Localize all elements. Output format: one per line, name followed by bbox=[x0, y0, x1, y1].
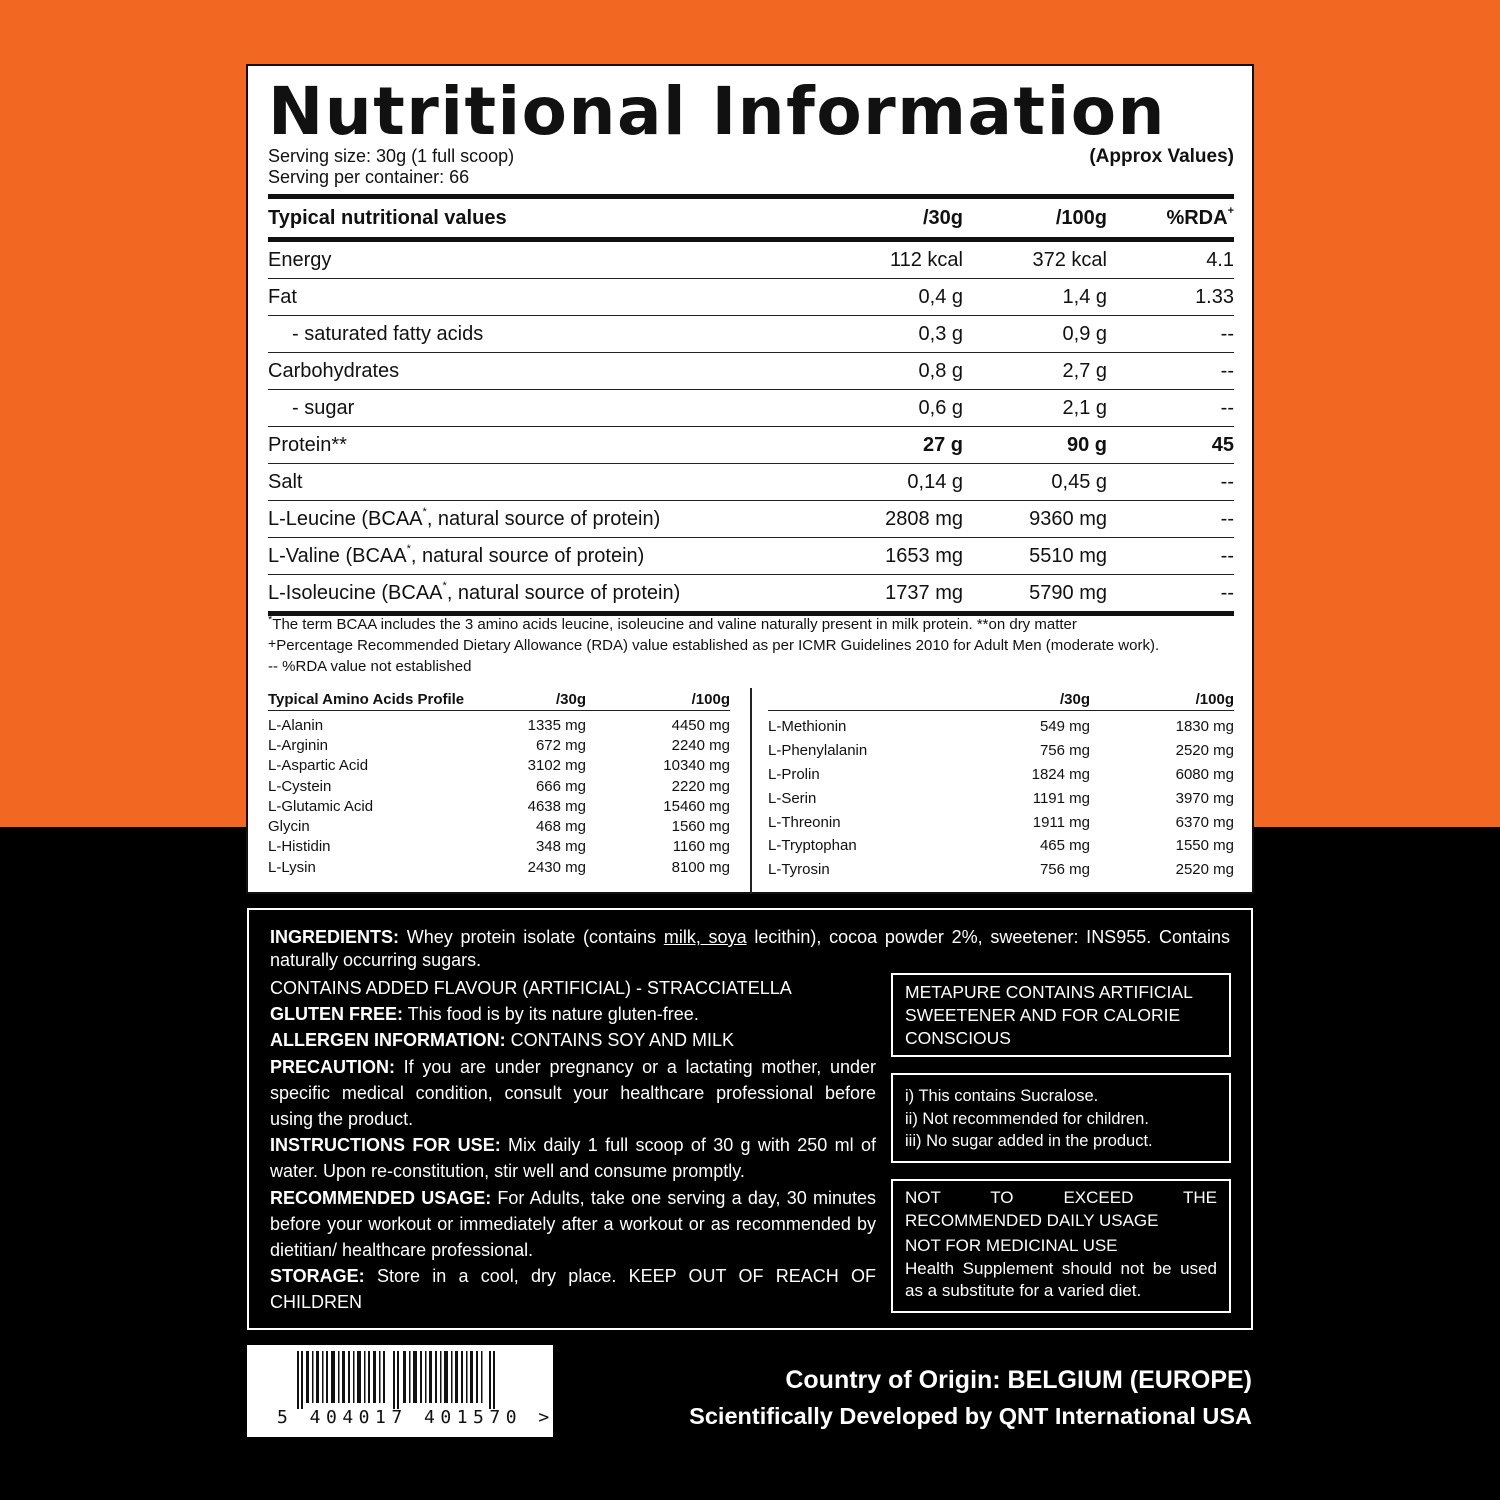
amino-header-per30: /30g bbox=[555, 690, 586, 708]
table-row bbox=[268, 575, 1234, 611]
table-row bbox=[268, 538, 1234, 575]
amino-row: L-Lysin 2430 mg 8100 mg bbox=[268, 858, 730, 876]
row-rda: -- bbox=[1220, 470, 1234, 493]
approx-values: (Approx Values) bbox=[1089, 146, 1234, 167]
serving-size: Serving size: 30g (1 full scoop) bbox=[268, 146, 515, 166]
amino-table-right bbox=[768, 688, 1234, 882]
row-rda: 45 bbox=[1211, 433, 1234, 456]
row-per30: 2808 mg bbox=[885, 507, 963, 530]
warning-line: i) This contains Sucralose. bbox=[905, 1087, 1099, 1105]
table-header bbox=[268, 199, 1234, 237]
amino-header-per100: /100g bbox=[691, 690, 730, 708]
row-per30: 0,14 g bbox=[907, 470, 963, 493]
warning-line: ii) Not recommended for children. bbox=[905, 1109, 1149, 1128]
row-per100: 90 g bbox=[1066, 433, 1107, 456]
row-per30: 0,6 g bbox=[918, 396, 963, 419]
header-per30: /30g bbox=[922, 206, 963, 229]
supplement-note-text: Health Supplement should not be used as a substitute for a varied diet. bbox=[905, 1258, 1217, 1301]
row-rda: -- bbox=[1220, 359, 1234, 382]
row-per100: 1,4 g bbox=[1062, 285, 1107, 308]
page-title: Nutritional Information bbox=[268, 73, 1167, 150]
usage-limit-box bbox=[891, 1179, 1231, 1313]
row-name: Protein** bbox=[268, 433, 347, 456]
row-per30: 0,4 g bbox=[918, 285, 963, 308]
row-per100: 2,1 g bbox=[1062, 396, 1107, 419]
row-name: Salt bbox=[268, 470, 303, 493]
row-name: - saturated fatty acids bbox=[292, 322, 484, 345]
row-per100: 9360 mg bbox=[1029, 507, 1107, 530]
row-name: Carbohydrates bbox=[268, 359, 400, 382]
artificial-sweetener-box: METAPURE CONTAINS ARTIFICIAL SWEETENER AND FOR CALORIE CONSCIOUS bbox=[891, 973, 1231, 1057]
table-row bbox=[268, 242, 1234, 279]
amino-header bbox=[268, 688, 730, 711]
row-rda: -- bbox=[1220, 544, 1234, 567]
amino-row: L-Tyrosin 756 mg 2520 mg bbox=[768, 861, 1234, 879]
table-row bbox=[268, 427, 1234, 464]
row-rda: 1.33 bbox=[1195, 285, 1234, 308]
barcode bbox=[247, 1345, 553, 1437]
amino-row: L-Glutamic Acid 4638 mg 15460 mg bbox=[268, 797, 730, 815]
row-per30: 0,3 g bbox=[918, 322, 963, 345]
precaution-text: PRECAUTION: If you are under pregnancy or a lactating mother, under specific medical condition, consult your healthcare professional before using the product. bbox=[270, 1056, 876, 1130]
amino-divider bbox=[750, 688, 752, 894]
amino-row: L-Methionin 549 mg 1830 mg bbox=[768, 718, 1234, 736]
table-row bbox=[268, 316, 1234, 353]
country-of-origin: Country of Origin: BELGIUM (EUROPE) bbox=[785, 1366, 1252, 1394]
ingredients-text: INGREDIENTS: Whey protein isolate (contains milk, soya lecithin), cocoa powder 2%, sweetener: INS955. Contains naturally occurring sugars. bbox=[270, 927, 1231, 970]
ingredients-panel bbox=[247, 908, 1253, 1330]
footnote-bcaa: *The term BCAA includes the 3 amino acids leucine, isoleucine and valine naturally present in milk protein. **on dry matter bbox=[268, 614, 1077, 633]
row-rda: 4.1 bbox=[1206, 248, 1234, 271]
table-row bbox=[268, 464, 1234, 501]
amino-header-per30: /30g bbox=[1059, 690, 1090, 708]
allergen-text: ALLERGEN INFORMATION: CONTAINS SOY AND MILK bbox=[270, 1030, 735, 1051]
amino-row: L-Prolin 1824 mg 6080 mg bbox=[768, 765, 1234, 783]
barcode-number: 5 404017 401570 > bbox=[277, 1407, 555, 1428]
flavour-text: CONTAINS ADDED FLAVOUR (ARTIFICIAL) - STRACCIATELLA bbox=[270, 978, 792, 998]
amino-header-name: Typical Amino Acids Profile bbox=[268, 690, 465, 708]
row-rda: -- bbox=[1220, 322, 1234, 345]
amino-row: L-Histidin 348 mg 1160 mg bbox=[268, 838, 730, 856]
footnote-rda: +Percentage Recommended Dietary Allowance (RDA) value established as per ICMR Guidelines 2010 for Adult Men (moderate work). bbox=[268, 635, 1160, 654]
row-per30: 1653 mg bbox=[885, 544, 963, 567]
table-row bbox=[268, 501, 1234, 538]
row-per100: 0,45 g bbox=[1051, 470, 1107, 493]
amino-row: L-Threonin 1911 mg 6370 mg bbox=[768, 813, 1234, 831]
amino-row: L-Tryptophan 465 mg 1550 mg bbox=[768, 837, 1234, 855]
row-rda: -- bbox=[1220, 396, 1234, 419]
row-name: L-Leucine (BCAA*, natural source of protein) bbox=[268, 505, 661, 530]
warnings-box bbox=[891, 1073, 1231, 1163]
footnote-not-established: -- %RDA value not established bbox=[268, 658, 472, 675]
developed-by: Scientifically Developed by QNT International USA bbox=[689, 1403, 1252, 1429]
row-name: L-Isoleucine (BCAA*, natural source of protein) bbox=[268, 579, 681, 604]
serving-per-container: Serving per container: 66 bbox=[268, 167, 470, 187]
row-per100: 5510 mg bbox=[1029, 544, 1107, 567]
row-per100: 0,9 g bbox=[1062, 322, 1107, 345]
row-per30: 0,8 g bbox=[918, 359, 963, 382]
row-per30: 1737 mg bbox=[885, 581, 963, 604]
row-rda: -- bbox=[1220, 507, 1234, 530]
row-per100: 5790 mg bbox=[1029, 581, 1107, 604]
table-row bbox=[268, 353, 1234, 390]
row-name: Energy bbox=[268, 248, 332, 271]
usage-text: RECOMMENDED USAGE: For Adults, take one serving a day, 30 minutes before your workout or immediately after a workout or as recommended by dietitian/ healthcare professional. bbox=[270, 1187, 876, 1261]
header-per100: /100g bbox=[1055, 206, 1107, 229]
row-name: - sugar bbox=[292, 396, 355, 419]
amino-row: Glycin 468 mg 1560 mg bbox=[268, 818, 730, 836]
usage-limit-text: NOT TO EXCEED THE RECOMMENDED DAILY USAGE bbox=[905, 1188, 1217, 1230]
amino-acids-profile bbox=[268, 688, 1234, 888]
row-per30: 27 g bbox=[922, 433, 963, 456]
amino-row: L-Aspartic Acid 3102 mg 10340 mg bbox=[268, 757, 730, 775]
table-row bbox=[268, 390, 1234, 427]
amino-header-per100: /100g bbox=[1195, 690, 1234, 708]
nutrition-panel bbox=[246, 64, 1254, 894]
header-name: Typical nutritional values bbox=[268, 206, 507, 229]
table-row bbox=[268, 279, 1234, 316]
row-per30: 112 kcal bbox=[889, 248, 963, 271]
not-medicinal-text: NOT FOR MEDICINAL USE bbox=[905, 1236, 1118, 1256]
amino-row: L-Arginin 672 mg 2240 mg bbox=[268, 736, 730, 754]
row-name: Fat bbox=[268, 285, 297, 308]
nutrition-table bbox=[268, 194, 1234, 616]
storage-text: STORAGE: Store in a cool, dry place. KEEP OUT OF REACH OF CHILDREN bbox=[270, 1266, 876, 1313]
amino-row: L-Cystein 666 mg 2220 mg bbox=[268, 777, 730, 795]
warning-line: iii) No sugar added in the product. bbox=[905, 1132, 1153, 1150]
instructions-text: INSTRUCTIONS FOR USE: Mix daily 1 full scoop of 30 g with 250 ml of water. Upon re-constitution, stir well and consume promptly. bbox=[270, 1135, 876, 1182]
row-name: L-Valine (BCAA*, natural source of protein) bbox=[268, 542, 645, 567]
ingredients-details bbox=[270, 975, 876, 1316]
row-per100: 372 kcal bbox=[1032, 248, 1107, 271]
barcode-icon bbox=[295, 1351, 505, 1409]
row-per100: 2,7 g bbox=[1062, 359, 1107, 382]
amino-header bbox=[768, 688, 1234, 711]
amino-row: L-Alanin 1335 mg 4450 mg bbox=[268, 716, 730, 734]
amino-table-left bbox=[268, 688, 730, 877]
amino-row: L-Serin 1191 mg 3970 mg bbox=[768, 789, 1234, 807]
row-rda: -- bbox=[1220, 581, 1234, 604]
gluten-free-text: GLUTEN FREE: This food is by its nature gluten-free. bbox=[270, 1004, 699, 1025]
amino-row: L-Phenylalanin 756 mg 2520 mg bbox=[768, 742, 1234, 760]
header-rda: %RDA+ bbox=[1166, 204, 1234, 229]
